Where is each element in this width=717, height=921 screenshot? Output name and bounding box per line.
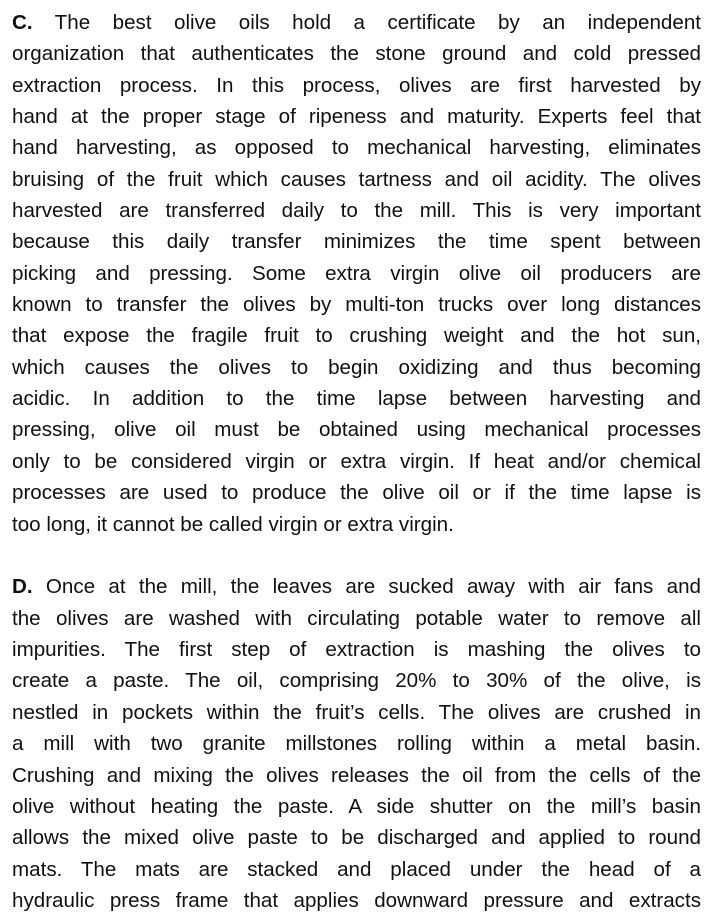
text-line: olive without heating the paste. A side shutter on the mill’s basin: [12, 794, 701, 818]
document-page: [12, 7, 701, 916]
paragraph-c: [12, 7, 701, 540]
text-line: [12, 571, 701, 602]
text-line: extraction process. In this process, olives are first harvested by: [12, 73, 701, 97]
text-line: create a paste. The oil, comprising 20% to 30% of the olive, is: [12, 669, 701, 693]
paragraph-gap: [12, 540, 701, 572]
text-line: allows the mixed olive paste to be discharged and applied to round: [12, 826, 701, 850]
text-line: known to transfer the olives by multi-ton trucks over long distances: [12, 293, 701, 317]
text-line: nestled in pockets within the fruit’s cells. The olives are crushed in: [12, 700, 701, 724]
text-line: mats. The mats are stacked and placed under the head of a: [12, 857, 701, 881]
line-text: Once at the mill, the leaves are sucked away with air fans and: [32, 575, 701, 599]
text-line: which causes the olives to begin oxidizing and thus becoming: [12, 355, 701, 379]
text-line: Crushing and mixing the olives releases the oil from the cells of the: [12, 763, 701, 787]
text-line: [12, 7, 701, 38]
text-line: hydraulic press frame that applies downward pressure and extracts: [12, 888, 701, 912]
text-line: acidic. In addition to the time lapse between harvesting and: [12, 387, 701, 411]
text-line: hand at the proper stage of ripeness and maturity. Experts feel that: [12, 105, 701, 129]
paragraph-marker: D.: [12, 575, 33, 599]
text-line: a mill with two granite millstones rolling within a metal basin.: [12, 732, 701, 756]
text-line: only to be considered virgin or extra virgin. If heat and/or chemical: [12, 449, 701, 473]
text-line: impurities. The first step of extraction is mashing the olives to: [12, 638, 701, 662]
text-line: that expose the fragile fruit to crushing weight and the hot sun,: [12, 324, 701, 348]
text-line: bruising of the fruit which causes tartness and oil acidity. The olives: [12, 167, 701, 191]
text-line: processes are used to produce the olive oil or if the time lapse is: [12, 481, 701, 505]
text-line: hand harvesting, as opposed to mechanical harvesting, eliminates: [12, 136, 701, 160]
text-line: because this daily transfer minimizes the time spent between: [12, 230, 701, 254]
paragraph-marker: C.: [12, 11, 33, 34]
text-line: too long, it cannot be called virgin or extra virgin.: [12, 512, 454, 536]
line-text: The best olive oils hold a certificate by an independent: [32, 11, 701, 34]
text-line: harvested are transferred daily to the mill. This is very important: [12, 199, 701, 223]
text-line: pressing, olive oil must be obtained using mechanical processes: [12, 418, 701, 442]
paragraph-d: [12, 571, 701, 916]
text-line: the olives are washed with circulating potable water to remove all: [12, 606, 701, 630]
text-line: organization that authenticates the stone ground and cold pressed: [12, 42, 701, 66]
text-line: picking and pressing. Some extra virgin olive oil producers are: [12, 261, 701, 285]
